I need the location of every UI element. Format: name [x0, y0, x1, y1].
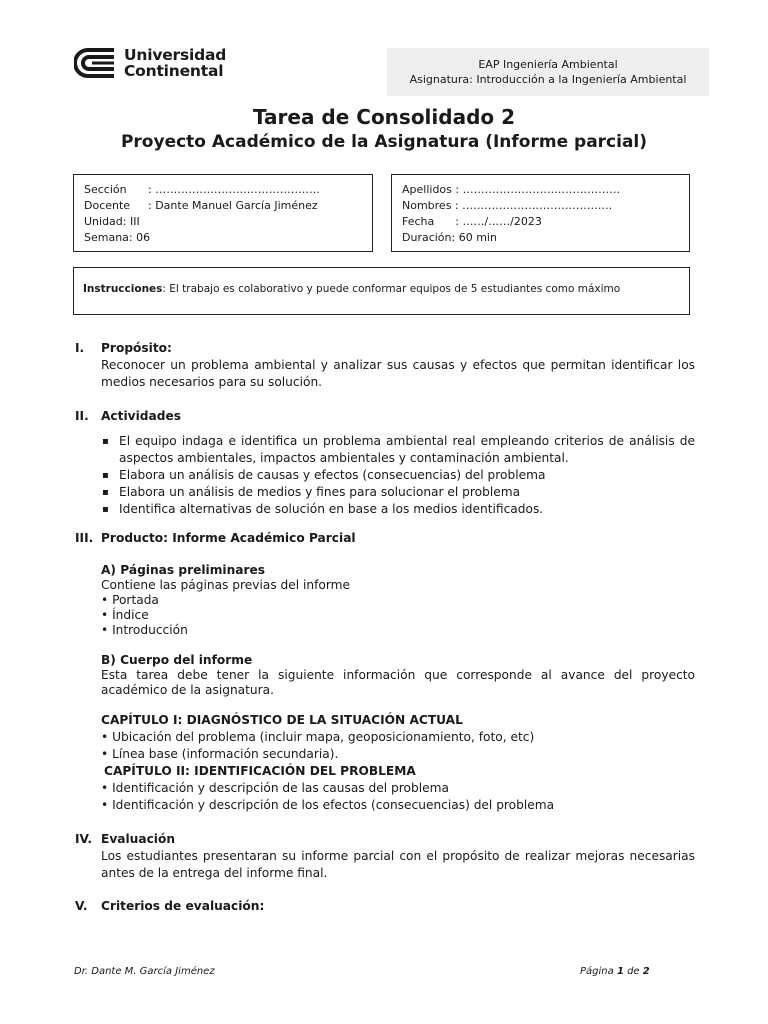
subsection-text: Contiene las páginas previas del informe: [101, 578, 351, 592]
document-body: [75, 340, 695, 915]
course-header-box: [387, 48, 709, 96]
info-row-unit: [84, 214, 362, 230]
section-title: Actividades: [101, 409, 181, 423]
header-program: EAP Ingeniería Ambiental: [478, 58, 618, 71]
info-label: Docente: [84, 199, 131, 212]
info-label: Apellidos: [402, 183, 452, 196]
section-number: III.: [75, 531, 94, 545]
preliminary-pages: [101, 563, 695, 638]
instructions-box: [73, 267, 690, 315]
logo-text: [124, 47, 226, 79]
report-body: [101, 653, 695, 698]
info-label: Duración: 60 min: [402, 231, 497, 244]
section-number: IV.: [75, 832, 93, 846]
student-info-box: [391, 174, 690, 252]
section-title: Evaluación: [101, 832, 176, 846]
header-course: Asignatura: Introducción a la Ingeniería Ambiental: [409, 73, 687, 86]
section-text: Los estudiantes presentaran su informe parcial con el propósito de realizar mejoras necesarias antes de la entrega del informe final.: [101, 849, 695, 880]
section-title: Producto: Informe Académico Parcial: [101, 531, 356, 545]
section-title: Propósito:: [101, 341, 172, 355]
list-item: ▪ El equipo indaga e identifica un problema ambiental real empleando criterios de análisis de aspectos ambientales, impactos ambientales y contaminación ambiental.: [119, 433, 695, 467]
section-text: Reconocer un problema ambiental y analizar sus causas y efectos que permitan identificar los medios necesarios para su solución.: [101, 358, 695, 389]
instructions-label: Instrucciones: [83, 283, 163, 295]
list-item: • Ubicación del problema (incluir mapa, geoposicionamiento, foto, etc): [101, 730, 535, 744]
activities-list: [101, 433, 695, 518]
page-total: 2: [642, 966, 650, 977]
list-item: • Portada: [101, 593, 159, 607]
page-prefix: Página: [580, 966, 617, 977]
section-evaluation: [75, 831, 695, 882]
info-value: : …………………….………………: [451, 183, 621, 196]
list-item: ▪ Identifica alternativas de solución en base a los medios identificados.: [119, 501, 695, 518]
info-row-teacher: [84, 198, 362, 214]
section-criteria: [75, 898, 695, 915]
chapter-1: [101, 712, 695, 763]
info-value: : ……/……/2023: [434, 215, 542, 228]
info-value: : Dante Manuel García Jiménez: [148, 199, 318, 212]
subsection-title: A) Páginas preliminares: [101, 563, 266, 577]
section-activities: [75, 408, 695, 518]
info-value: : …………………….………………..: [148, 183, 320, 196]
info-row-section: [84, 182, 362, 198]
document-subtitle: Proyecto Académico de la Asignatura (Informe parcial): [120, 132, 648, 152]
section-product: [75, 530, 695, 814]
info-label: Nombres: [402, 199, 452, 212]
list-item: • Identificación y descripción de los efectos (consecuencias) del problema: [101, 798, 555, 812]
footer-author: Dr. Dante M. García Jiménez: [74, 966, 215, 977]
section-number: I.: [75, 341, 85, 355]
list-item: • Índice: [101, 608, 149, 622]
list-item: • Línea base (información secundaria).: [101, 747, 339, 761]
list-item: ▪ Elabora un análisis de medios y fines para solucionar el problema: [119, 484, 695, 501]
section-number: II.: [75, 409, 89, 423]
university-logo: [74, 46, 226, 80]
chapter-title: CAPÍTULO I: DIAGNÓSTICO DE LA SITUACIÓN ACTUAL: [101, 713, 463, 727]
university-logo-icon: [74, 46, 118, 80]
course-info-box: [73, 174, 373, 252]
section-number: V.: [75, 899, 88, 913]
instructions-text: : El trabajo es colaborativo y puede conformar equipos de 5 estudiantes como máximo: [162, 283, 621, 295]
section-title: Criterios de evaluación:: [101, 899, 265, 913]
info-value: : …………………………………..: [451, 199, 613, 212]
info-label: Unidad: III: [84, 215, 140, 228]
info-row-duration: [402, 230, 679, 246]
info-row-surname: [402, 182, 679, 198]
subsection-title: B) Cuerpo del informe: [101, 653, 253, 667]
subsection-text: Esta tarea debe tener la siguiente información que corresponde al avance del proyecto académico de la asignatura.: [101, 668, 695, 697]
page-current: 1: [616, 966, 624, 977]
list-item: • Identificación y descripción de las causas del problema: [101, 781, 449, 795]
info-row-date: [402, 214, 679, 230]
logo-line-2: Continental: [124, 62, 224, 80]
list-item: ▪ Elabora un análisis de causas y efectos (consecuencias) del problema: [119, 467, 695, 484]
logo-line-1: Universidad: [124, 46, 227, 64]
info-row-names: [402, 198, 679, 214]
info-label: Sección: [84, 183, 127, 196]
info-label: Fecha: [402, 215, 435, 228]
info-label: Semana: 06: [84, 231, 151, 244]
footer-page-number: [580, 966, 650, 977]
section-purpose: [75, 340, 695, 391]
page-mid: de: [623, 966, 643, 977]
info-row-week: [84, 230, 362, 246]
document-title: Tarea de Consolidado 2: [252, 105, 516, 129]
chapter-title: CAPÍTULO II: IDENTIFICACIÓN DEL PROBLEMA: [104, 764, 416, 778]
list-item: • Introducción: [101, 623, 188, 637]
chapter-2: [101, 763, 695, 814]
